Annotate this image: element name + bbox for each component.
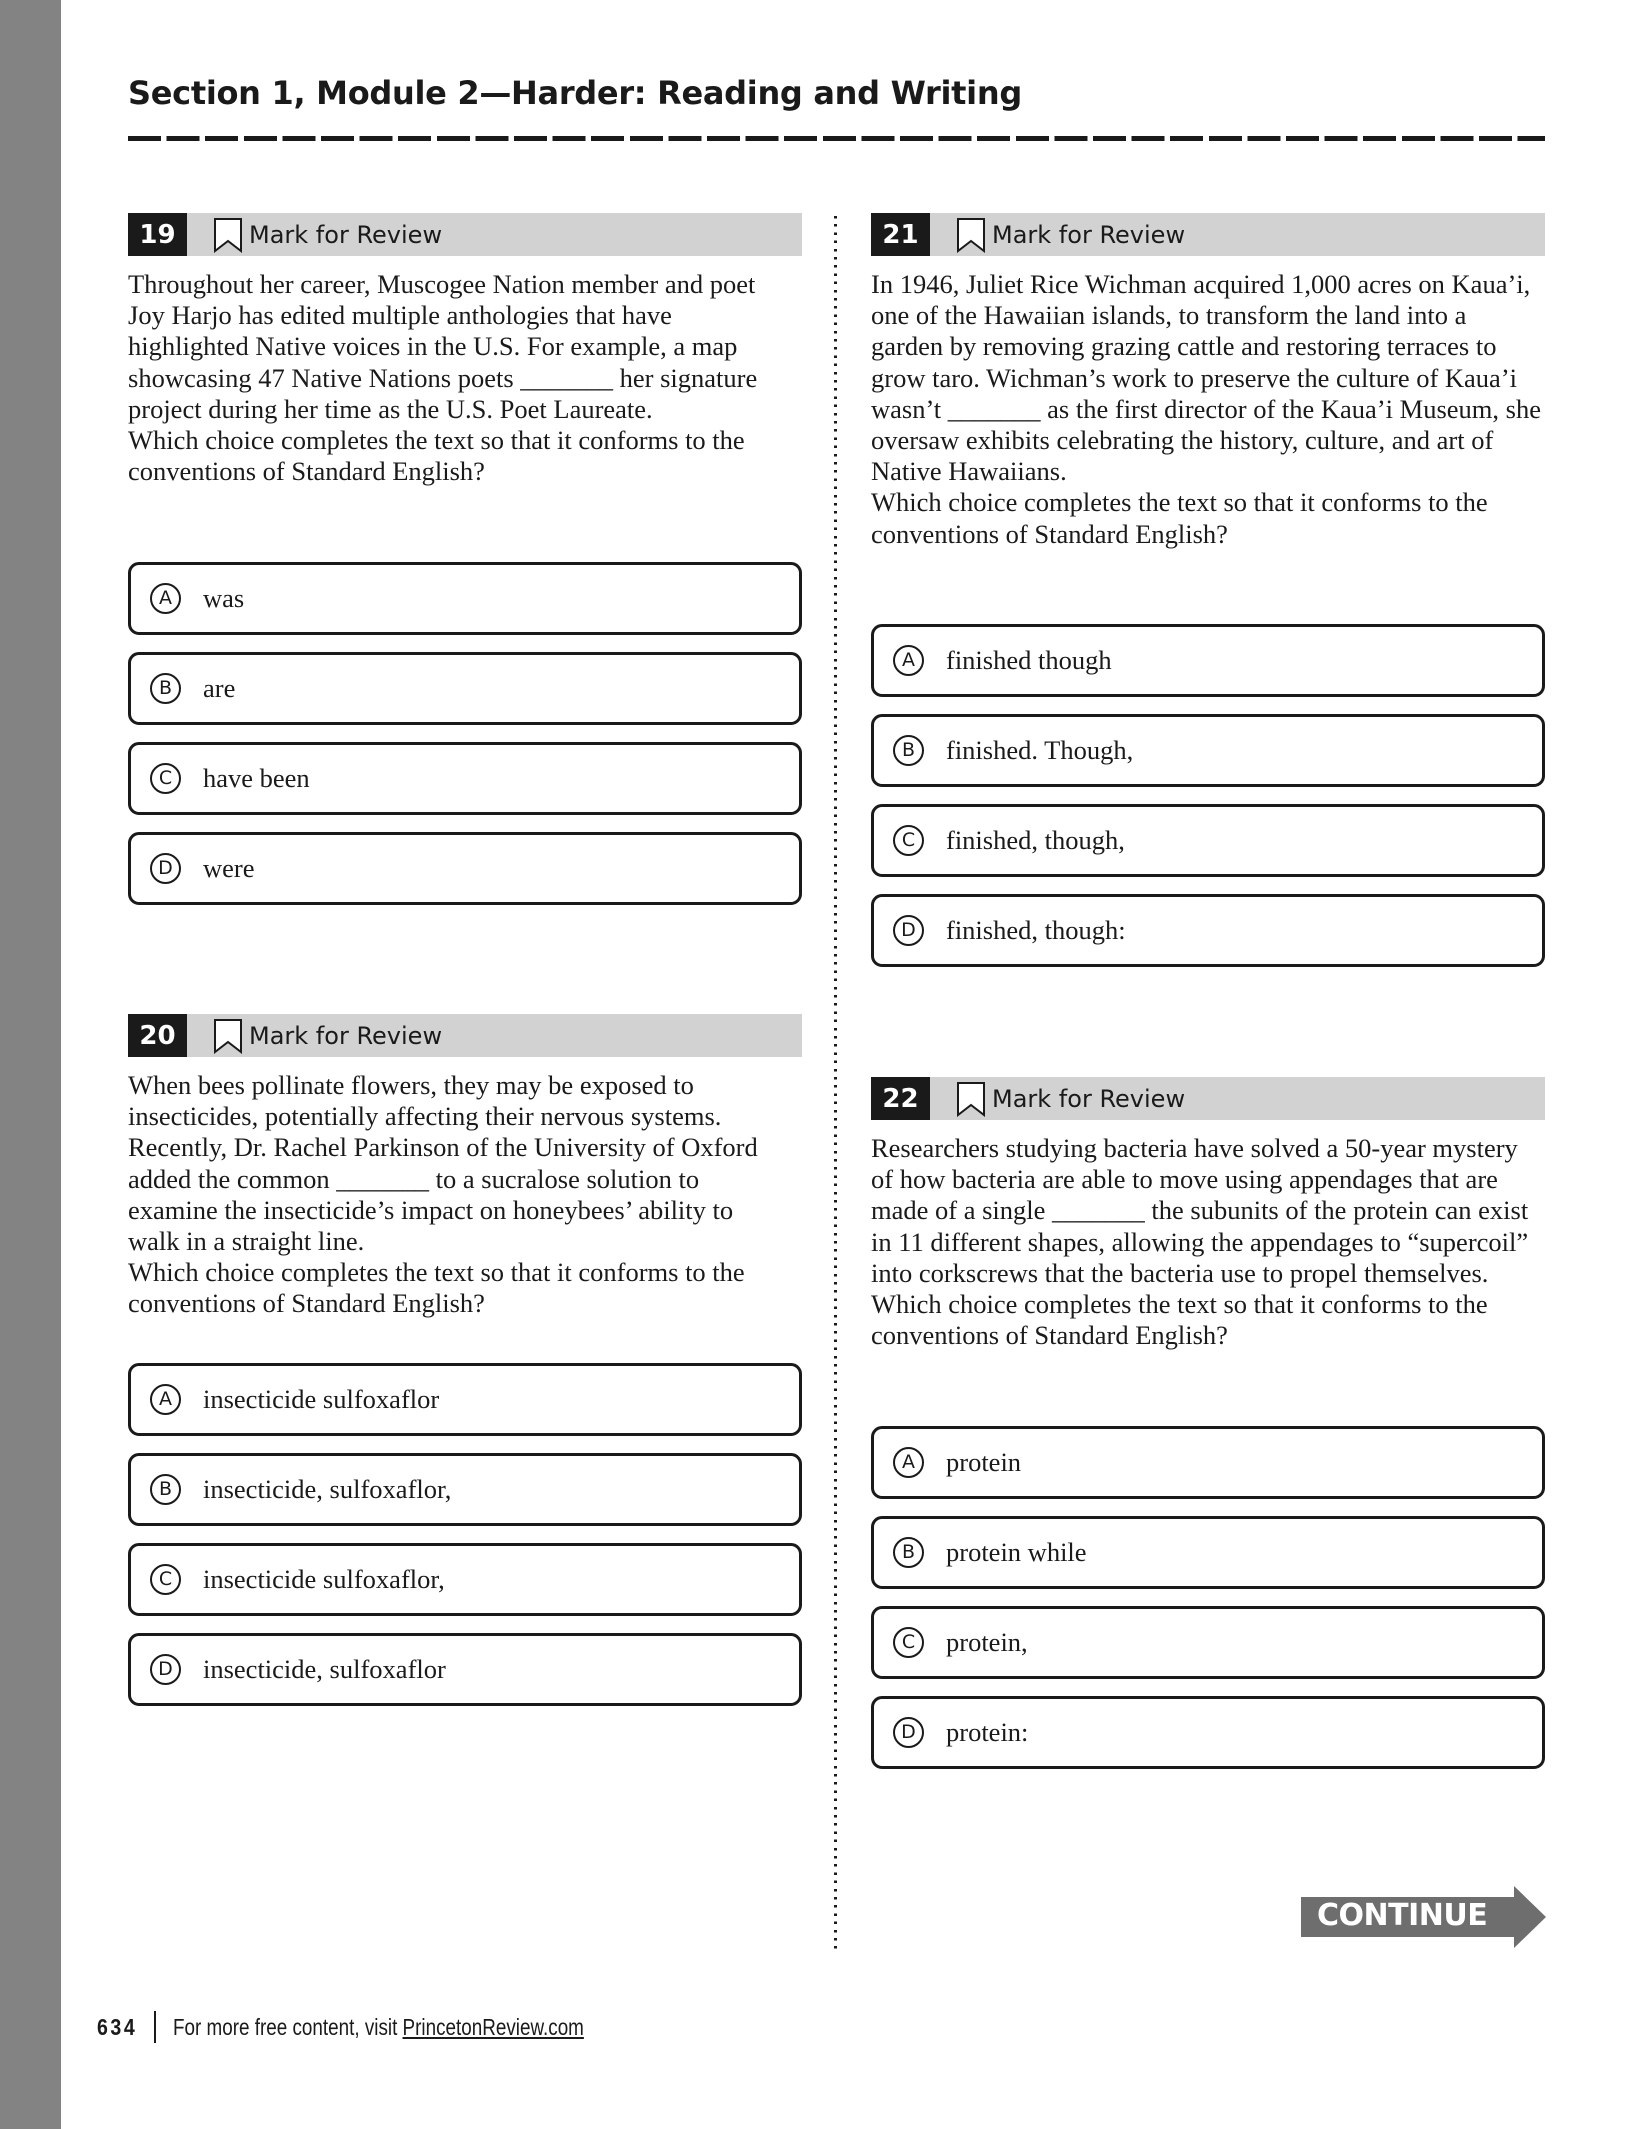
mark-for-review-button[interactable]: Mark for Review <box>992 1084 1186 1113</box>
option-letter-circle: A <box>893 1447 924 1478</box>
option-letter-circle: C <box>893 825 924 856</box>
option-text: protein, <box>946 1627 1028 1657</box>
option-letter-circle: B <box>893 1537 924 1568</box>
option-letter-circle: A <box>150 1384 181 1415</box>
question-passage <box>871 269 1545 550</box>
answer-option-d[interactable] <box>871 1696 1545 1769</box>
option-letter-circle: A <box>150 583 181 614</box>
option-text: insecticide sulfoxaflor, <box>203 1564 445 1594</box>
option-text: finished. Though, <box>946 735 1134 765</box>
answer-option-a[interactable] <box>871 1426 1545 1499</box>
answer-option-b[interactable] <box>128 652 802 725</box>
option-letter-circle: C <box>893 1627 924 1658</box>
question-header <box>128 213 802 256</box>
column-divider <box>834 216 837 1952</box>
footer-prefix: For more free content, visit <box>173 2013 403 2040</box>
question-prompt: Which choice completes the text so that it conforms to the conventions of Standard English? <box>871 487 1488 549</box>
question-20 <box>128 1014 802 1714</box>
answer-option-c[interactable] <box>871 804 1545 877</box>
option-text: insecticide, sulfoxaflor, <box>203 1474 452 1504</box>
bookmark-icon[interactable] <box>213 217 243 253</box>
answer-option-b[interactable] <box>871 1516 1545 1589</box>
continue-label: CONTINUE <box>1317 1898 1488 1933</box>
option-text: are <box>203 673 236 703</box>
question-22 <box>871 1077 1545 1777</box>
option-letter-circle: C <box>150 763 181 794</box>
answer-option-d[interactable] <box>871 894 1545 967</box>
answer-option-d[interactable] <box>128 832 802 905</box>
option-text: protein while <box>946 1537 1087 1567</box>
passage-text: Researchers studying bacteria have solved a 50-year mystery of how bacteria are able to move using appendages that are made of a single _______ the subunits of the protein can exist in 11 different shapes, allowing the appendages to “supercoil” into corkscrews that the bacteria use to propel themselves. <box>871 1133 1529 1288</box>
option-letter-circle: B <box>150 673 181 704</box>
option-text: protein: <box>946 1717 1029 1747</box>
question-passage <box>128 1070 802 1320</box>
option-letter-circle: D <box>150 853 181 884</box>
bookmark-icon[interactable] <box>956 217 986 253</box>
option-text: protein <box>946 1447 1022 1477</box>
passage-text: When bees pollinate flowers, they may be exposed to insecticides, potentially affecting their nervous systems. Recently, Dr. Rachel Parkinson of the University of Oxford added the common _______ to a sucralose solution to examine the insecticide’s impact on honeybees’ ability to walk in a straight line. <box>128 1070 758 1257</box>
page-title: Section 1, Module 2—Harder: Reading and Writing <box>128 74 1022 112</box>
question-header <box>128 1014 802 1057</box>
answer-option-c[interactable] <box>871 1606 1545 1679</box>
option-text: insecticide, sulfoxaflor <box>203 1654 446 1684</box>
answer-options <box>128 1363 802 1723</box>
page-number: 634 <box>97 2013 138 2040</box>
answer-options <box>871 624 1545 984</box>
mark-for-review-button[interactable]: Mark for Review <box>249 220 443 249</box>
option-text: insecticide sulfoxaflor <box>203 1384 440 1414</box>
question-header <box>871 213 1545 256</box>
option-letter-circle: B <box>150 1474 181 1505</box>
option-letter-circle: D <box>150 1654 181 1685</box>
question-19 <box>128 213 802 913</box>
answer-option-a[interactable] <box>128 562 802 635</box>
option-text: finished, though, <box>946 825 1125 855</box>
answer-option-b[interactable] <box>871 714 1545 787</box>
answer-option-c[interactable] <box>128 1543 802 1616</box>
question-prompt: Which choice completes the text so that it conforms to the conventions of Standard English? <box>128 1257 745 1319</box>
answer-option-a[interactable] <box>871 624 1545 697</box>
question-number: 21 <box>871 213 930 256</box>
passage-text: In 1946, Juliet Rice Wichman acquired 1,000 acres on Kaua’i, one of the Hawaiian islands, to transform the land into a garden by removing grazing cattle and restoring terraces to grow taro. Wichman’s work to preserve the culture of Kaua’i wasn’t _______ as the first director of the Kaua’i Museum, she oversaw exhibits celebrating the history, culture, and art of Native Hawaiians. <box>871 269 1541 487</box>
bookmark-icon[interactable] <box>213 1018 243 1054</box>
option-letter-circle: A <box>893 645 924 676</box>
option-text: have been <box>203 763 310 793</box>
answer-option-c[interactable] <box>128 742 802 815</box>
option-letter-circle: D <box>893 1717 924 1748</box>
answer-option-b[interactable] <box>128 1453 802 1526</box>
answer-options <box>871 1426 1545 1786</box>
footer-text <box>173 2014 584 2041</box>
question-number: 19 <box>128 213 187 256</box>
page-footer <box>97 2007 674 2047</box>
page-edge-sidebar <box>0 0 61 2129</box>
answer-options <box>128 562 802 922</box>
answer-option-a[interactable] <box>128 1363 802 1436</box>
continue-button[interactable] <box>1301 1886 1546 1948</box>
option-text: were <box>203 853 255 883</box>
question-21 <box>871 213 1545 973</box>
question-number: 20 <box>128 1014 187 1057</box>
answer-option-d[interactable] <box>128 1633 802 1706</box>
option-letter-circle: D <box>893 915 924 946</box>
question-number: 22 <box>871 1077 930 1120</box>
option-text: finished, though: <box>946 915 1126 945</box>
passage-text: Throughout her career, Muscogee Nation member and poet Joy Harjo has edited multiple anthologies that have highlighted Native voices in the U.S. For example, a map showcasing 47 Native Nations poets _______ her signature project during her time as the U.S. Poet Laureate. <box>128 269 758 424</box>
question-passage <box>871 1133 1545 1351</box>
question-prompt: Which choice completes the text so that it conforms to the conventions of Standard English? <box>128 425 745 487</box>
title-dashed-rule <box>128 136 1545 141</box>
mark-for-review-button[interactable]: Mark for Review <box>249 1021 443 1050</box>
question-header <box>871 1077 1545 1120</box>
option-text: was <box>203 583 245 613</box>
princeton-review-link[interactable]: PrincetonReview.com <box>402 2013 585 2040</box>
question-passage <box>128 269 802 487</box>
bookmark-icon[interactable] <box>956 1081 986 1117</box>
mark-for-review-button[interactable]: Mark for Review <box>992 220 1186 249</box>
option-text: finished though <box>946 645 1112 675</box>
option-letter-circle: B <box>893 735 924 766</box>
option-letter-circle: C <box>150 1564 181 1595</box>
footer-separator <box>154 2011 156 2043</box>
question-prompt: Which choice completes the text so that it conforms to the conventions of Standard English? <box>871 1289 1488 1351</box>
